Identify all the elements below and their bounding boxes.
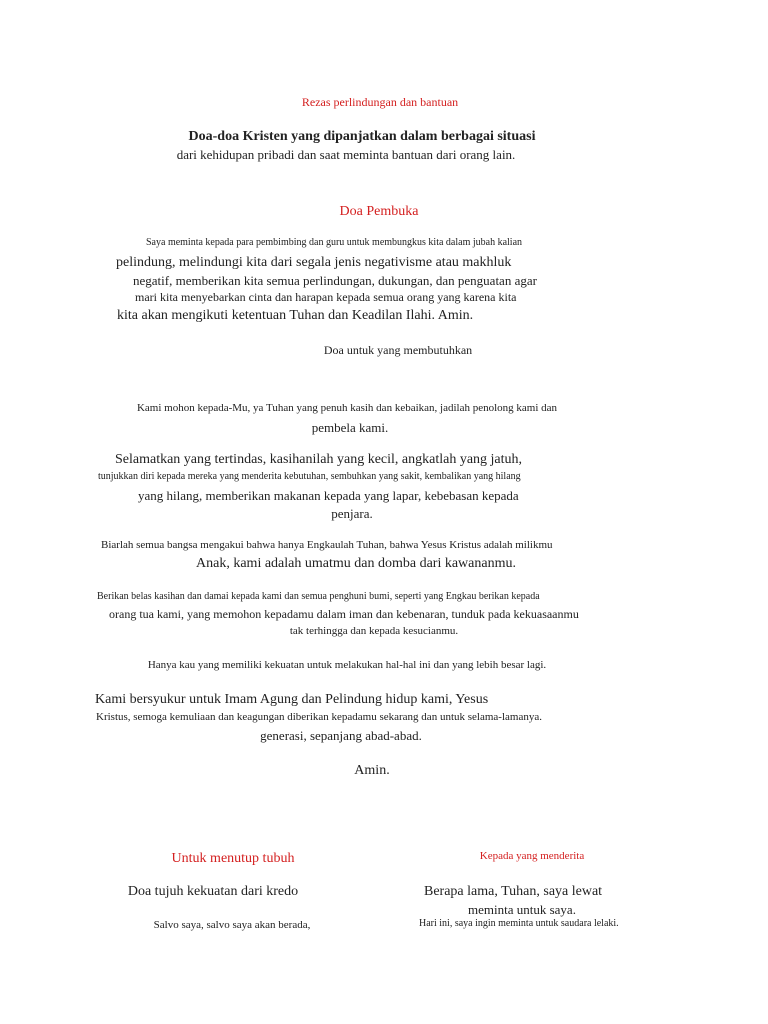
needy-prayer-line: Hanya kau yang memiliki kekuatan untuk melakukan hal-hal ini dan yang lebih besar lagi. bbox=[147, 659, 547, 671]
close-body-prayer-heading: Untuk menutup tubuh bbox=[171, 851, 295, 866]
needy-prayer-heading: Doa untuk yang membutuhkan bbox=[323, 343, 473, 357]
needy-prayer-amen: Amin. bbox=[354, 763, 390, 778]
needy-prayer-line: tunjukkan diri kepada mereka yang menderita kebutuhan, sembuhkan yang sakit, kembalikan yang hilang bbox=[98, 471, 521, 482]
suffering-prayer-line: meminta untuk saya. bbox=[468, 902, 576, 917]
needy-prayer-line: Kami mohon kepada-Mu, ya Tuhan yang penuh kasih dan kebaikan, jadilah penolong kami dan bbox=[136, 402, 558, 414]
needy-prayer-line: tak terhingga dan kepada kesucianmu. bbox=[289, 625, 459, 637]
opening-prayer-line: negatif, memberikan kita semua perlindungan, dukungan, dan penguatan agar bbox=[133, 273, 537, 288]
suffering-prayer-heading: Kepada yang menderita bbox=[479, 850, 585, 862]
needy-prayer-line: pembela kami. bbox=[311, 420, 389, 435]
needy-prayer-line: Kristus, semoga kemuliaan dan keagungan diberikan kepadamu sekarang dan untuk selama-lamanya. bbox=[96, 711, 542, 723]
opening-prayer-line: pelindung, melindungi kita dari segala jenis negativisme atau makhluk bbox=[116, 255, 512, 270]
opening-prayer-line: mari kita menyebarkan cinta dan harapan kepada semua orang yang karena kita bbox=[135, 290, 517, 304]
suffering-prayer-line: Berapa lama, Tuhan, saya lewat bbox=[424, 884, 603, 899]
suffering-prayer-line: Hari ini, saya ingin meminta untuk saudara lelaki. bbox=[419, 918, 619, 929]
document-subtitle: Rezas perlindungan dan bantuan bbox=[301, 95, 459, 109]
needy-prayer-line: Kami bersyukur untuk Imam Agung dan Pelindung hidup kami, Yesus bbox=[95, 692, 489, 707]
needy-prayer-line: penjara. bbox=[331, 506, 373, 521]
needy-prayer-line: Anak, kami adalah umatmu dan domba dari kawananmu. bbox=[196, 556, 516, 571]
needy-prayer-line: orang tua kami, yang memohon kepadamu dalam iman dan kebenaran, tunduk pada kekuasaanmu bbox=[109, 607, 579, 621]
opening-prayer-heading: Doa Pembuka bbox=[339, 204, 419, 219]
opening-prayer-line: Saya meminta kepada para pembimbing dan guru untuk membungkus kita dalam jubah kalian bbox=[146, 237, 523, 248]
needy-prayer-line: yang hilang, memberikan makanan kepada yang lapar, kebebasan kepada bbox=[138, 488, 519, 503]
opening-prayer-line: kita akan mengikuti ketentuan Tuhan dan Keadilan Ilahi. Amin. bbox=[117, 308, 474, 323]
document-title-line2: dari kehidupan pribadi dan saat meminta bantuan dari orang lain. bbox=[176, 147, 516, 162]
needy-prayer-line: generasi, sepanjang abad-abad. bbox=[260, 728, 422, 743]
needy-prayer-line: Biarlah semua bangsa mengakui bahwa hanya Engkaulah Tuhan, bahwa Yesus Kristus adalah milikmu bbox=[101, 539, 553, 551]
needy-prayer-line: Selamatkan yang tertindas, kasihanilah yang kecil, angkatlah yang jatuh, bbox=[115, 452, 523, 467]
needy-prayer-line: Berikan belas kasihan dan damai kepada kami dan semua penghuni bumi, seperti yang Engkau berikan kepada bbox=[97, 591, 540, 602]
document-title-line1: Doa-doa Kristen yang dipanjatkan dalam berbagai situasi bbox=[188, 129, 536, 144]
close-body-prayer-subheading: Doa tujuh kekuatan dari kredo bbox=[127, 884, 299, 899]
close-body-prayer-line: Salvo saya, salvo saya akan berada, bbox=[153, 919, 311, 931]
